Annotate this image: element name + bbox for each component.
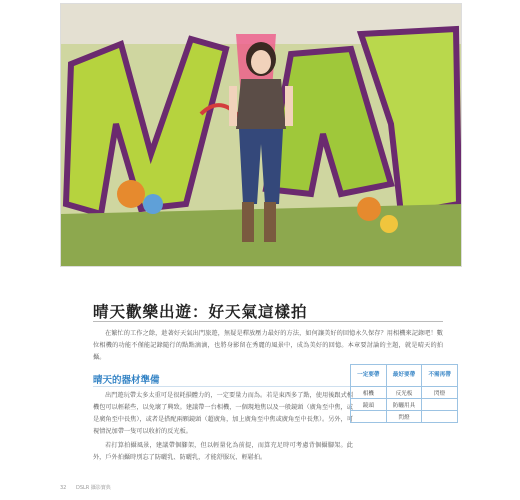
table-row — [351, 399, 458, 411]
table-header-cell: 最好要帶 — [386, 365, 422, 387]
article-title: 晴天歡樂出遊：好天氣這樣拍 — [93, 303, 308, 321]
table-header-cell: 不需再帶 — [422, 365, 458, 387]
table-cell — [422, 411, 458, 423]
graffiti-photo — [60, 3, 462, 267]
table-cell: 鏡頭 — [351, 399, 387, 411]
section-heading: 晴天的器材準備 — [93, 375, 160, 386]
table-cell — [351, 411, 387, 423]
table-cell: 防曬用具 — [386, 399, 422, 411]
table-cell: 反光板 — [386, 387, 422, 399]
intro-paragraph: 在繁忙的工作之餘，趁著好天氣出門旅遊，無疑是釋放壓力最好的方法，如何讓美好的回憶永久保存？用相機來記錄吧！數位相機的功能不僅能記錄隨行的點點滴滴，也將身影留在秀麗的風景中，成為美好的回憶。本章要討論的主題，就是晴天的拍攝。 — [93, 330, 443, 361]
photo-illustration — [61, 4, 461, 266]
table-header-cell: 一定要帶 — [351, 365, 387, 387]
table-cell — [422, 399, 458, 411]
table-row — [351, 411, 458, 423]
book-title: DSLR 攝影寶典 — [75, 485, 111, 491]
body-paragraph: 若打算拍攝風景，建議帶個腳架，但以輕量化為前提，而算充足時可考慮背個攝腳架。此外，戶外拍攝時別忘了防曬乳、防曬乳，才能舒服玩、輕鬆拍。 — [93, 442, 353, 461]
equipment-table — [350, 364, 458, 423]
page-number: 32 — [60, 485, 67, 491]
section-divider — [93, 386, 353, 387]
body-paragraph: 出門遊玩帶太多太重可是很耗損體力的，一定要量力而為。若是東西多了點，使用後跟式相機包可以輕鬆些，以免壞了興致。建議帶一台相機，一個現地焦以及一般鏡頭（廣角至中焦，或是廣角至中長焦），或者是搭配兩顆鏡頭（超廣角，加上廣角至中焦或廣角至中長焦）。另外，可視情況加帶一隻可以收折的反光板。 — [93, 392, 353, 435]
table-cell: 相機 — [351, 387, 387, 399]
table-header-row — [351, 365, 458, 387]
section-body — [93, 390, 353, 466]
title-divider — [93, 321, 443, 322]
table-row — [351, 387, 458, 399]
page-footer — [60, 484, 111, 491]
document-page — [55, 0, 465, 500]
table-cell: 閃燈 — [386, 411, 422, 423]
table-cell: 閃燈 — [422, 387, 458, 399]
